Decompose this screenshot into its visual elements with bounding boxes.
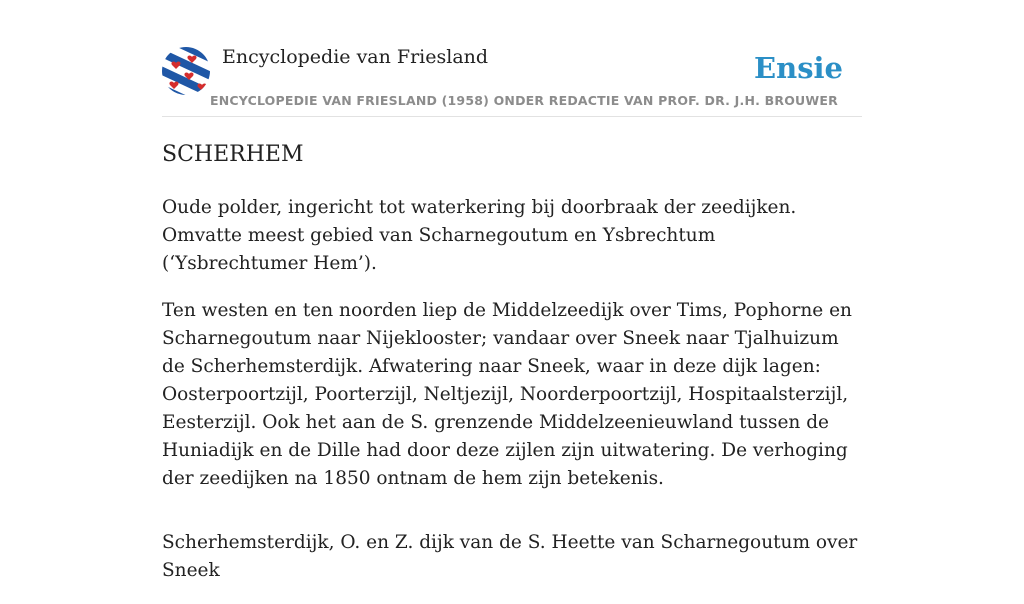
article-title: SCHERHEM <box>162 142 304 167</box>
frisian-flag-icon[interactable] <box>162 47 210 95</box>
site-title[interactable]: Encyclopedie van Friesland <box>222 46 489 68</box>
site-header <box>162 44 862 117</box>
article-paragraph: Ten westen en ten noorden liep de Middelzeedijk over Tims, Pophorne en Scharnegoutum naar Nijeklooster; vandaar over Sneek naar Tjalhuizum de Scherhemsterdijk. Afwatering naar Sneek, waar in deze dijk lagen: Oosterpoortzijl, Poorterzijl, Neltjezijl, Noorderpoortzijl, Hospitaalsterzijl, Eesterzijl. Ook het aan de S. grenzende Middelzeenieuwland tussen de Huniadijk en de Dille had door deze zijlen zijn uitwatering. De verhoging der zeedijken na 1850 ontnam de hem zijn betekenis. <box>162 300 852 489</box>
ensie-brand-logo[interactable]: Ensie <box>754 51 843 85</box>
article-paragraph: Scherhemsterdijk, O. en Z. dijk van de S. Heette van Scharnegoutum over Sneek <box>162 532 858 581</box>
site-subtitle: ENCYCLOPEDIE VAN FRIESLAND (1958) ONDER REDACTIE VAN PROF. DR. J.H. BROUWER <box>210 93 838 108</box>
article-paragraph: Oude polder, ingericht tot waterkering bij doorbraak der zeedijken. Omvatte meest gebied van Scharnegoutum en Ysbrechtum (‘Ysbrechtumer Hem’). <box>162 197 797 274</box>
article-content <box>162 140 862 604</box>
